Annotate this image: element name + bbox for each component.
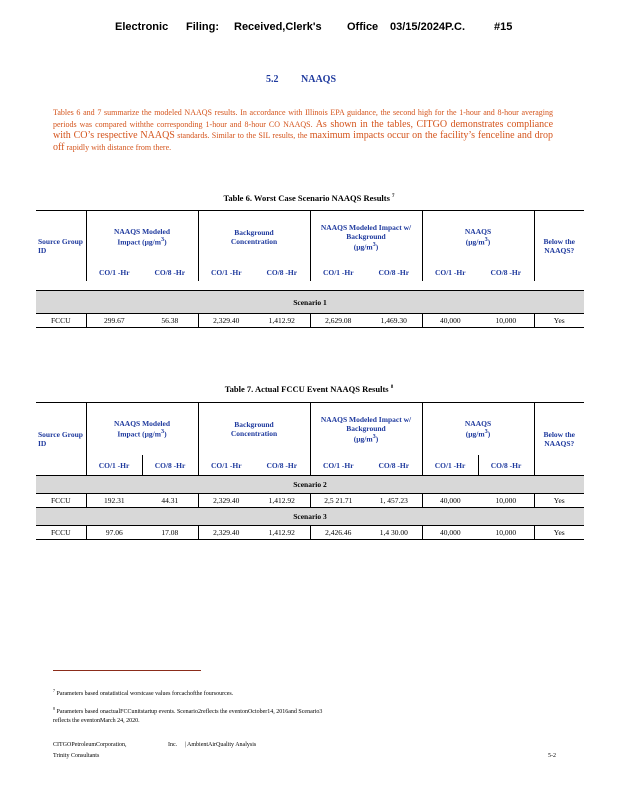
co1-header: CO/1 -Hr [422, 263, 478, 281]
scenario-3-row: Scenario 3 [36, 508, 584, 526]
table6-footref: 7 [392, 194, 395, 200]
co8-header: CO/8 -Hr [478, 455, 534, 476]
impact-with-background-header: NAAQS Modeled Impact w/ Background $(\mu g/m^3)$ [310, 211, 422, 264]
co1-header: CO/1 -Hr [86, 263, 142, 281]
co8-header: CO/8 -Hr [142, 455, 198, 476]
table-cell: 40,000 [422, 526, 478, 540]
footer-line-2 [53, 753, 99, 759]
table-cell: 2,329.40 [198, 526, 254, 540]
paragraph-part2: As shown in the tables, CITGO demonstrates compliance with CO’s respective NAAQS [53, 118, 554, 141]
table-row [36, 314, 584, 328]
header-date: 03/15/2024P.C. [390, 21, 466, 33]
paragraph-part1: Tables 6 and 7 summarize the modeled NAAQS results. In accordance with Illinois EPA guidance, the second high for the 1-hour and 8-hour averaging periods was compared withthe corresponding 1-hour and 8-hour CO NAAQS. [53, 108, 553, 129]
table6 [36, 210, 584, 328]
table-cell: FCCU [50, 316, 71, 325]
paragraph-part4: maximum impacts occur on the facility’s fenceline and drop off [53, 130, 554, 153]
table6-caption-text: Table 6. Worst Case Scenario NAAQS Results [223, 193, 390, 203]
footer-company: CITGOPetroleumCorporation, [53, 742, 127, 748]
table-cell: 299.67 [86, 314, 142, 328]
naaqs-modeled-impact-header: NAAQS Modeled Impact $(\mu g/m^3)$ [86, 211, 198, 264]
table-cell: 2,329.40 [198, 314, 254, 328]
header-filing: Filing: [186, 21, 219, 33]
impact-with-background-header: NAAQS Modeled Impact w/ Background $(\mu g/m^3)$ [310, 403, 422, 456]
background-header: Background Concentration [198, 403, 310, 456]
table-cell: 2,5 21.71 [310, 494, 366, 508]
table-cell: 17.08 [161, 528, 179, 537]
table7 [36, 402, 584, 540]
paragraph-part3: standards. Similar to the SIL results, the [177, 131, 308, 140]
naaqs-modeled-impact-header: NAAQS Modeled Impact $(\mu g/m^3)$ [86, 403, 198, 456]
footer-doc-title: | AmbientAirQuality Analysis [184, 742, 257, 748]
scenario-2-row: Scenario 2 [36, 476, 584, 494]
co8-header: CO/8 -Hr [378, 267, 410, 277]
section-title: NAAQS [301, 74, 337, 85]
table-cell: 10,000 [495, 316, 517, 325]
source-group-header: Source Group ID [36, 403, 86, 476]
table-cell: 40,000 [422, 494, 478, 508]
table-cell: 40,000 [422, 314, 478, 328]
co8-header: CO/8 -Hr [378, 460, 410, 470]
table-cell: 10,000 [495, 528, 517, 537]
table-cell: 1, 457.23 [379, 496, 408, 505]
table-cell: Yes [534, 526, 584, 540]
table-cell: Yes [534, 314, 584, 328]
table-row [36, 526, 584, 540]
co1-header: CO/1 -Hr [422, 455, 478, 476]
table-cell: 1,412.92 [268, 316, 295, 325]
table-cell: 2,629.08 [310, 314, 366, 328]
below-naaqs-header: Below the NAAQS? [534, 211, 584, 282]
co8-header: CO/8 -Hr [266, 460, 298, 470]
footnote-7-mark: 7 [53, 688, 55, 693]
filing-header [0, 21, 618, 37]
footer-inc: Inc. [168, 742, 178, 748]
table-cell: 1,4 30.00 [379, 528, 408, 537]
table-cell: 1,412.92 [268, 528, 295, 537]
footnote-divider [53, 670, 201, 671]
naaqs-header: NAAQS $(\mu g/m^3)$ [422, 403, 534, 456]
table-cell: 44.31 [161, 496, 179, 505]
table7-footref: 8 [390, 385, 394, 391]
footnote-8-text: Parameters based onactualFCCunitstartup events. Scenario2reflects the eventonOctober14, 2016and Scenario3 [56, 709, 323, 715]
footnote-7 [53, 686, 533, 699]
below-naaqs-header: Below the NAAQS? [534, 403, 584, 476]
header-office: Office [347, 21, 379, 33]
header-electronic: Electronic [115, 21, 169, 33]
table7-caption-text: Table 7. Actual FCCU Event NAAQS Results [224, 384, 389, 394]
co8-header: CO/8 -Hr [154, 267, 186, 277]
co1-header: CO/1 -Hr [198, 263, 254, 281]
co8-header: CO/8 -Hr [266, 267, 298, 277]
naaqs-header: NAAQS $(\mu g/m^3)$ [422, 211, 534, 264]
table-cell: FCCU [50, 528, 71, 537]
footnote-7-text: Parameters based onstatistical worstcase values forcachofthe foursources. [56, 691, 234, 697]
table-cell: 2,426.46 [310, 526, 366, 540]
table-cell: 2,329.40 [198, 494, 254, 508]
co1-header: CO/1 -Hr [198, 455, 254, 476]
body-paragraph [53, 107, 553, 153]
co8-header: CO/8 -Hr [490, 267, 522, 277]
footnote-8 [53, 704, 533, 726]
scenario-1-row: Scenario 1 [36, 291, 584, 314]
table-cell: 1,412.92 [268, 496, 295, 505]
table7-caption [0, 384, 618, 394]
table-cell: 97.06 [86, 526, 142, 540]
header-received: Received,Clerk's [234, 21, 322, 33]
page-number: 5-2 [548, 753, 556, 759]
table-row [36, 494, 584, 508]
table-cell: 10,000 [495, 496, 517, 505]
footnote-8-mark: 8 [53, 706, 55, 711]
background-header: Background Concentration [198, 211, 310, 264]
footnote-8-text-cont: reflects the eventonMarch 24, 2020. [53, 718, 140, 724]
co1-header: CO/1 -Hr [310, 263, 366, 281]
section-number: 5.2 [266, 74, 279, 85]
paragraph-part5: rapidly with distance from there. [66, 142, 172, 152]
table-cell: 56.38 [161, 316, 179, 325]
co1-header: CO/1 -Hr [310, 455, 366, 476]
table6-caption [0, 193, 618, 203]
co1-header: CO/1 -Hr [86, 455, 142, 476]
header-number: #15 [494, 21, 513, 33]
table-cell: 1,469.30 [380, 316, 407, 325]
footer-firm: Trinity Consultants [53, 753, 100, 759]
table-cell: FCCU [50, 496, 71, 505]
footer-line-1 [53, 742, 256, 748]
table-cell: Yes [534, 494, 584, 508]
table-cell: 192.31 [86, 494, 142, 508]
source-group-header: Source Group ID [36, 211, 86, 282]
